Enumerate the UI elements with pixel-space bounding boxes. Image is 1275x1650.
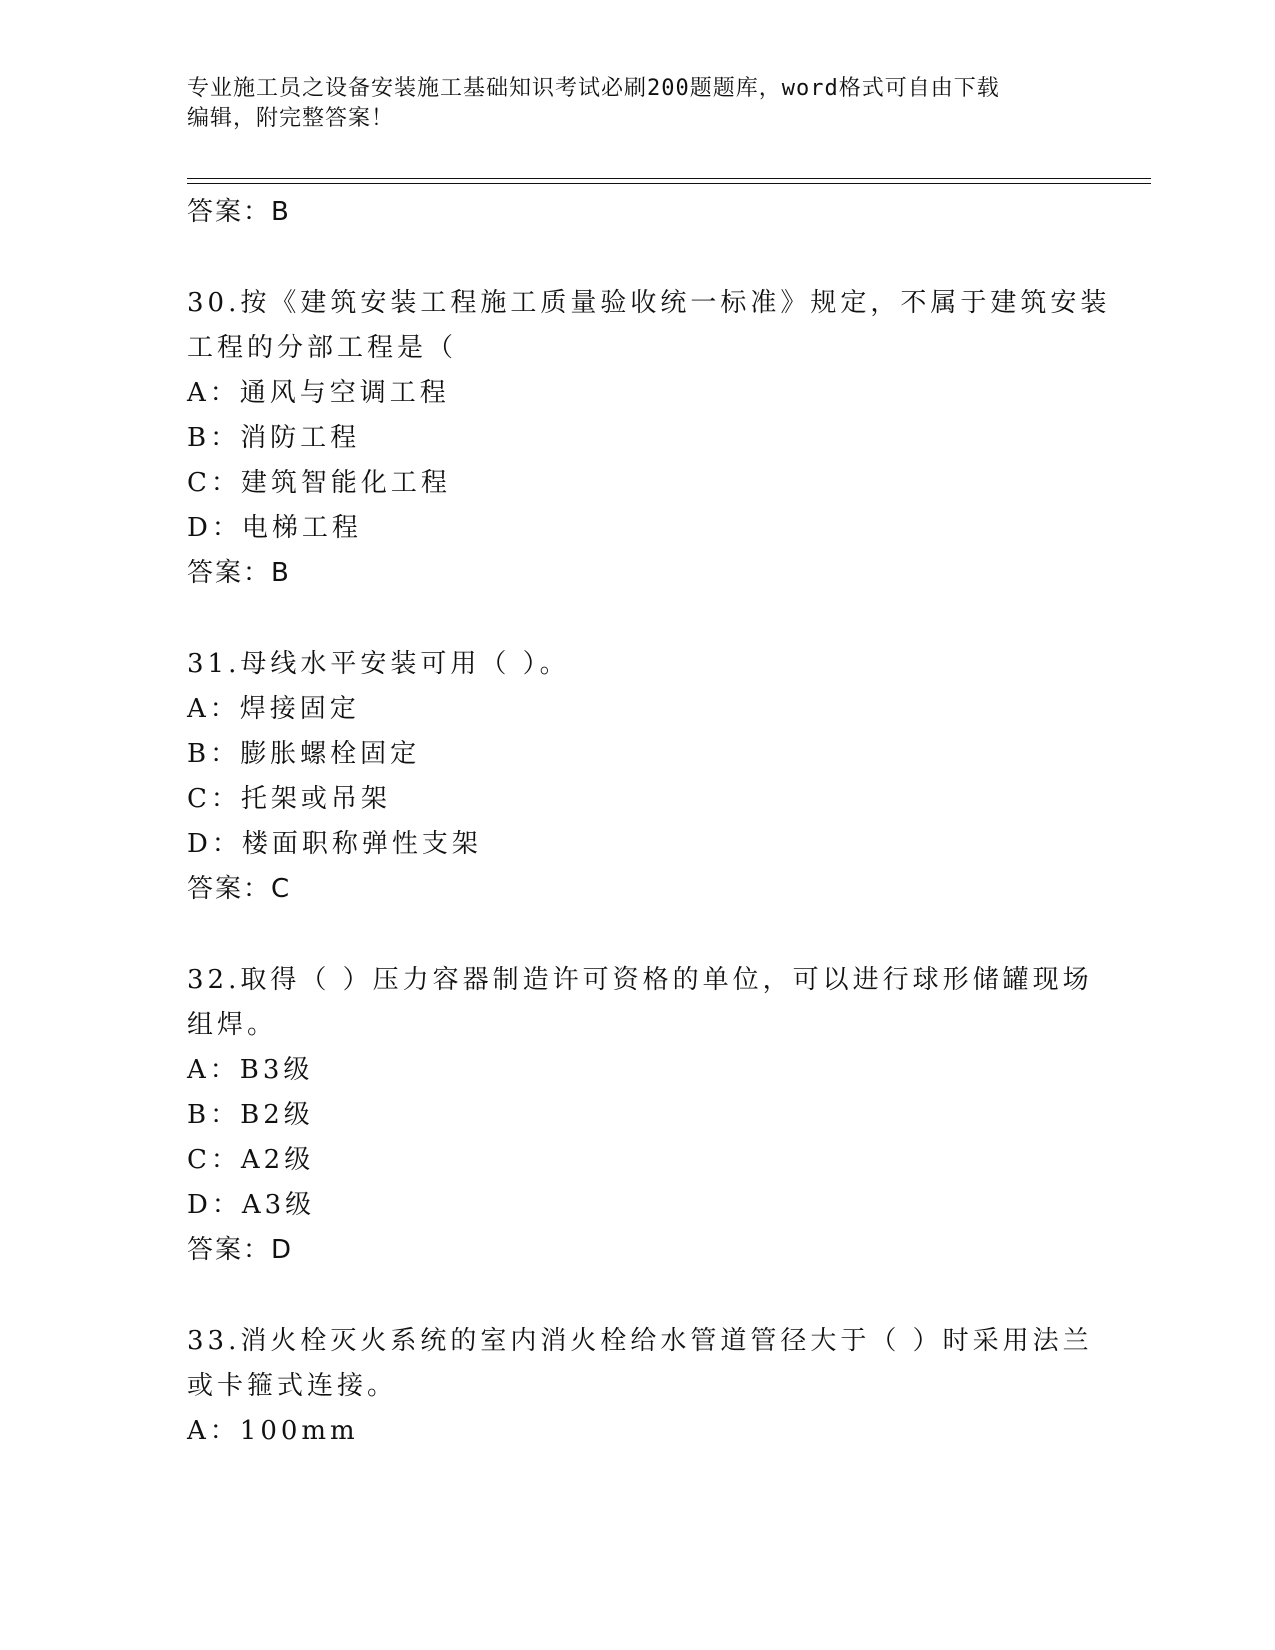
option-b: B：消防工程 xyxy=(187,423,361,453)
question-stem-line: 30.按《建筑安装工程施工质量验收统一标准》规定，不属于建筑安装 xyxy=(187,288,1111,318)
page-header xyxy=(187,74,1087,134)
question-list xyxy=(187,190,1111,1454)
question-32 xyxy=(187,958,1093,1273)
option-c: C：建筑智能化工程 xyxy=(187,468,451,498)
answer: 答案：B xyxy=(187,558,291,588)
header-divider-bottom xyxy=(187,183,1151,184)
question-31 xyxy=(187,642,1087,912)
option-d: D：楼面职称弹性支架 xyxy=(187,829,482,859)
option-c: C：托架或吊架 xyxy=(187,784,391,814)
question-stem-line: 或卡箍式连接。 xyxy=(187,1371,398,1401)
header-line-1: 专业施工员之设备安装施工基础知识考试必刷200题题库，word格式可自由下载 xyxy=(187,76,1000,101)
spacer xyxy=(187,912,1087,958)
question-30 xyxy=(187,281,1111,596)
spacer xyxy=(187,596,1087,642)
spacer xyxy=(187,235,1087,281)
question-stem-line: 工程的分部工程是（ xyxy=(187,333,458,363)
answer: 答案：C xyxy=(187,874,292,904)
answer: 答案：D xyxy=(187,1235,294,1265)
option-b: B：B2级 xyxy=(187,1100,314,1130)
option-d: D：电梯工程 xyxy=(187,513,362,543)
option-c: C：A2级 xyxy=(187,1145,315,1175)
option-a: A：焊接固定 xyxy=(187,694,360,724)
option-a: A：通风与空调工程 xyxy=(187,378,450,408)
question-stem-line: 组焊。 xyxy=(187,1010,278,1040)
question-stem-line: 33.消火栓灭火系统的室内消火栓给水管道管径大于（ ）时采用法兰 xyxy=(187,1326,1093,1356)
question-stem-line: 32.取得（ ）压力容器制造许可资格的单位，可以进行球形储罐现场 xyxy=(187,965,1093,995)
header-divider-top xyxy=(187,178,1151,179)
option-d: D：A3级 xyxy=(187,1190,316,1220)
question-33 xyxy=(187,1319,1093,1454)
option-b: B：膨胀螺栓固定 xyxy=(187,739,421,769)
option-a: A：100mm xyxy=(187,1416,359,1446)
spacer xyxy=(187,1273,1087,1319)
question-stem-line: 31.母线水平安装可用（ ）。 xyxy=(187,649,570,679)
option-a: A：B3级 xyxy=(187,1055,314,1085)
header-line-2: 编辑，附完整答案！ xyxy=(187,106,395,131)
previous-answer: 答案：B xyxy=(187,197,291,227)
